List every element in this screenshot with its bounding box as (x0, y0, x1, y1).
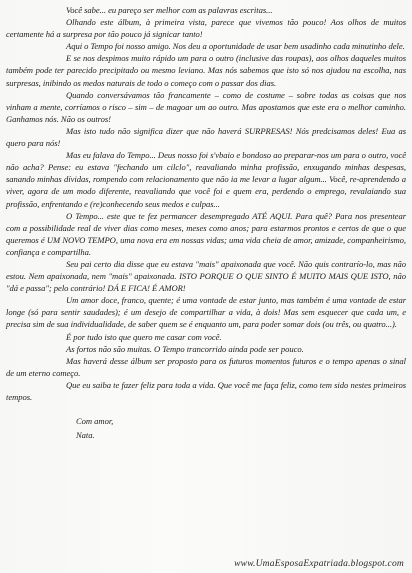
letter-paragraph: Quando conversávamos tão francamente – como de costume – sobre todas as coisas que nos vinham a mente, corríamos o risco – sim – de magoar um ao outro. Mas apostamos que este era o melhor caminho. Ganhamos nós. Não os outros! (6, 89, 406, 124)
letter-paragraph: Mas eu falava do Tempo... Deus nosso foi s'vbaio e bondoso ao preparar-nos um para o outro, você não acha? Pense: eu estava "fechando um cilclo", reavaliando minha profissão, enxugando minhas despesas, sanando minhas dívidas, rompendo com relacionamento que não ia me levar a lugar algum... Você, re-aprendendo a viver, agora de um modo diferente, reavaliando que você foi e quem era, perdendo o emprego, revalaiando sua profissão, enfrentando e (re)conhecendo seus medos e culpas... (6, 150, 406, 209)
blog-watermark: www.UmaEsposaExpatriada.blogspot.com (234, 559, 404, 569)
letter-paragraph: E se nos despimos muito rápido um para o outro (inclusive das roupas), aos olhos daqueles muitos também pode ter parecido precipitado ou mesmo leviano. Mas nós sabemos que isto só nos ajudou na escolha, nas surpresas, inibindo os medos naturais de todo o começo com o passar dos dias. (6, 53, 406, 88)
letter-paragraph: Mas isto tudo não significa dizer que não haverá SURPRESAS! Nós predcisamos deles! Eua as quero para nós! (6, 125, 406, 149)
letter-paragraph: Você sabe... eu pareço ser melhor com as palavras escritas... (66, 5, 273, 15)
letter-paragraph: Seu pai certo dia disse que eu estava "mais" apaixonada que você. Não quis contrarío-lo, mas não estou. Nem apaixonada, nem "mais" apaixonada. ISTO PORQUE O QUE SINTO É MUITO MAIS QUE ISTO, não "dá e passa"; pelo contrário! DÁ E FICA! É AMOR! (6, 258, 406, 294)
letter-paragraph: O Tempo... este que te fez permancer desempregado ATÉ AQUI. Para quê? Para nos presentear com a possibilidade real de viver dias como meses, meses como anos; para estarmos prontos e certos de que o que queremos é UM NOVO TEMPO, uma nova era em nossas vidas; uma vida cheia de amor, amizade, companheirismo, confiança e compartilha. (6, 210, 406, 257)
letter-paragraph: Mas haverá desse álbum ser proposto para os futuros momentos futuros e o tempo apenas o sinal de um eterno começo. (6, 355, 406, 378)
letter-paragraph: As fortos não são muitas. O Tempo trancorrido ainda pode ser pouco. (66, 343, 304, 354)
letter-signature: Nata. (76, 430, 95, 441)
letter-closing: Com amor, (76, 416, 114, 427)
letter-paragraph: Aqui o Tempo foi nosso amigo. Nos deu a oportunidade de usar bem usadinho cada minutinho dele. (66, 41, 405, 52)
letter-paragraph: É por tudo isto que quero me casar com você. (66, 331, 222, 342)
letter-paragraph: Que eu saiba te fazer feliz para toda a vida. Que você me faça feliz, como tem sido nestes primeiros tempos. (6, 379, 406, 402)
letter-paragraph: Um amor doce, franco, quente; é uma vontade de estar junto, mas também é uma vontade de estar longe (só para sentir saudades); é um desejo de compartilhar a vida, à dois! Mas sem esquecer que cada um, e precisa sim de sua individualidade, de saber quem se é enquanto um, para poder somar dois (ou três, ou quatro...). (6, 295, 406, 330)
letter-paragraph: Olhando este álbum, à primeira vista, parece que vivemos tão pouco! Aos olhos de muitos certamente há a surpresa por tão pouco já signicar tanto! (6, 17, 406, 40)
